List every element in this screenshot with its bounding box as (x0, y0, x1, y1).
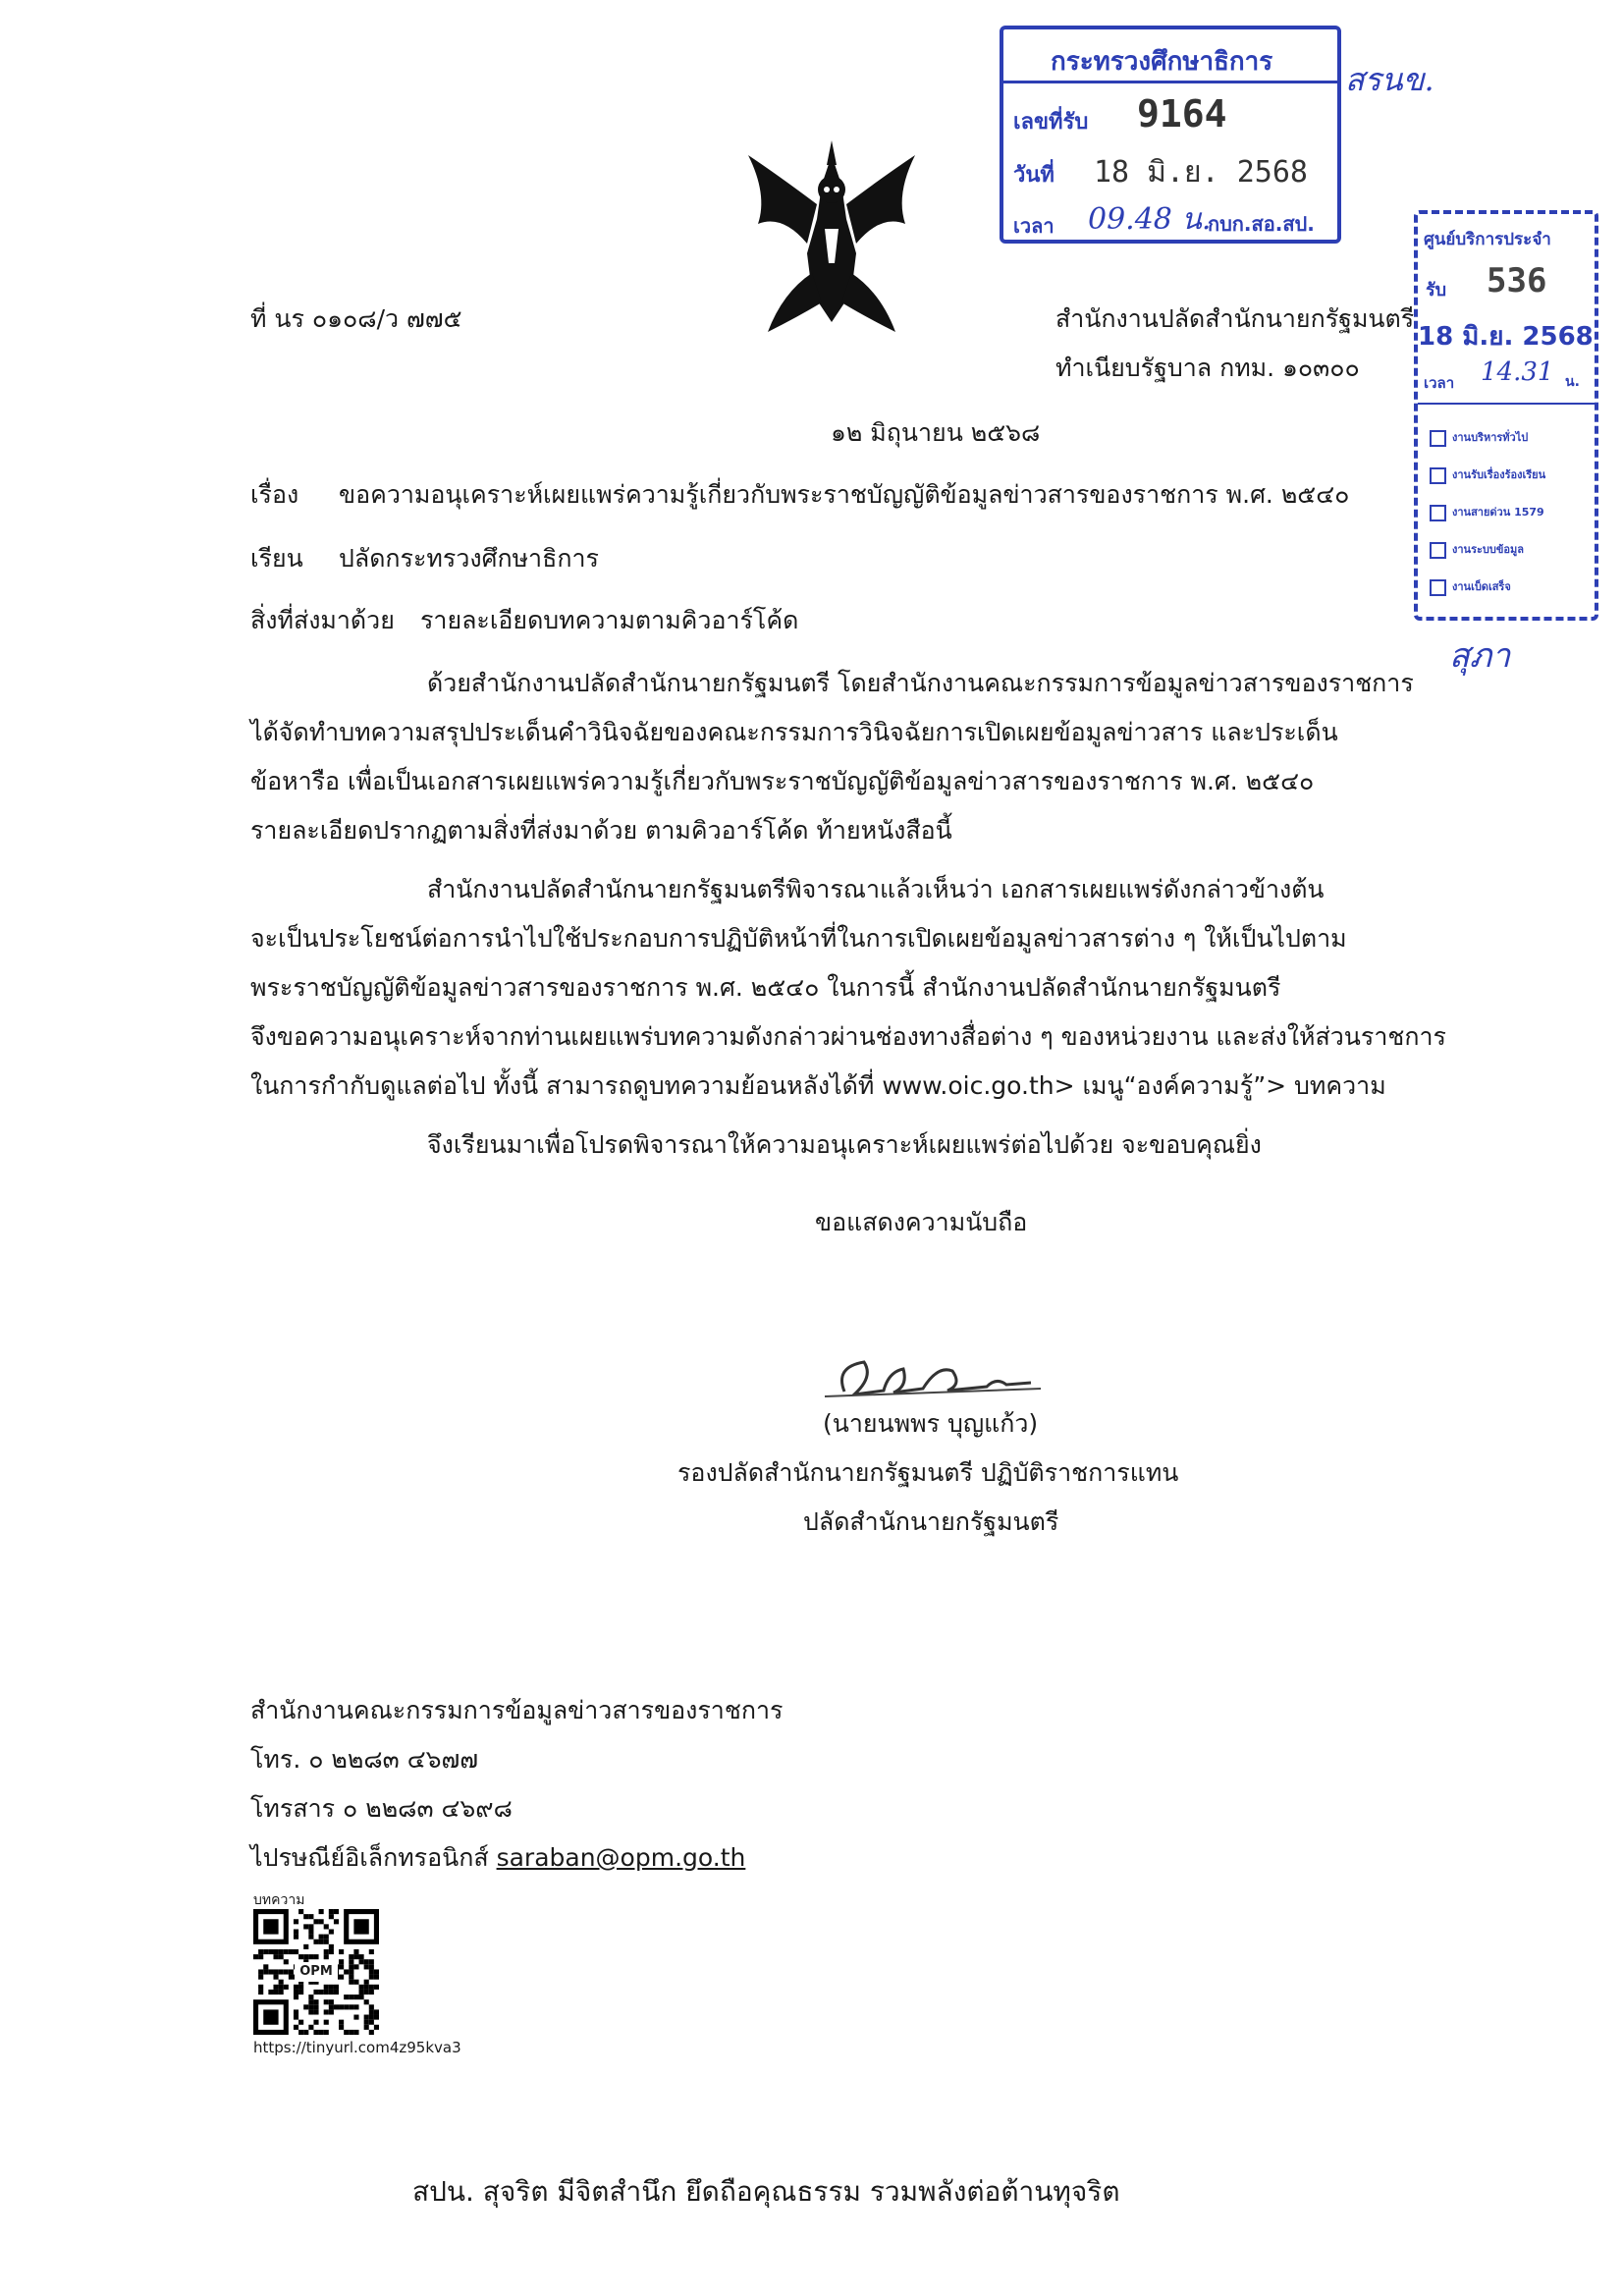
stamp-receive-number: 9164 (1137, 92, 1227, 136)
stamp-unit: กบก.สอ.สป. (1208, 212, 1315, 236)
body-line: จะเป็นประโยชน์ต่อการนำไปใช้ประกอบการปฏิบัติหน้าที่ในการเปิดเผยข้อมูลข่าวสารต่าง ๆ ให้เป็นไปตาม (250, 924, 1347, 953)
stamp-date-label: วันที่ (1013, 163, 1055, 188)
stamp-option: งานระบบข้อมูล (1430, 540, 1524, 559)
stamp-date: 18 มิ.ย. 2568 (1094, 155, 1308, 190)
enclosure-label: สิ่งที่ส่งมาด้วย (250, 606, 395, 634)
checkbox-icon (1430, 430, 1446, 447)
stamp-date: 18 มิ.ย. 2568 (1418, 322, 1594, 352)
recipient-text: ปลัดกระทรวงศึกษาธิการ (339, 544, 599, 573)
stamp-option: งานบริหารทั่วไป (1430, 428, 1528, 447)
garuda-emblem-icon (738, 136, 925, 342)
qr-code[interactable] (253, 1909, 379, 2035)
stamp-receive-label: รับ (1426, 280, 1447, 301)
stamp-title: กระทรวงศึกษาธิการ (1051, 47, 1273, 77)
body-paragraph-2 (250, 875, 1446, 1103)
stamp-option: งานสายด่วน 1579 (1430, 503, 1544, 521)
contact-email-row (250, 1845, 745, 1870)
checkbox-icon (1430, 505, 1446, 521)
contact-phone: โทร. ๐ ๒๒๘๓ ๔๖๗๗ (250, 1745, 479, 1774)
contact-email-label: ไปรษณีย์อิเล็กทรอนิกส์ (250, 1843, 489, 1872)
qr-center-text: OPM (295, 1962, 338, 1982)
sender-address: ทำเนียบรัฐบาล กทม. ๑๐๓๐๐ (1055, 354, 1360, 382)
subject-text: ขอความอนุเคราะห์เผยแพร่ความรู้เกี่ยวกับพระราชบัญญัติข้อมูลข่าวสารของราชการ พ.ศ. ๒๕๔๐ (339, 480, 1350, 509)
footer-slogan: สปน. สุจริต มีจิตสำนึก ยึดถือคุณธรรม รวมพลังต่อต้านทุจริต (412, 2175, 1120, 2208)
stamp-title: ศูนย์บริการประจำ (1424, 230, 1551, 249)
signer-name: (นายนพพร บุญแก้ว) (823, 1409, 1039, 1438)
recipient-label: เรียน (250, 544, 303, 573)
contact-fax: โทรสาร ๐ ๒๒๘๓ ๔๖๙๘ (250, 1794, 513, 1823)
ministry-receipt-stamp (1000, 26, 1341, 244)
stamp-time-label: เวลา (1013, 214, 1055, 238)
service-center-stamp (1414, 210, 1598, 621)
sender-office: สำนักงานปลัดสำนักนายกรัฐมนตรี (1055, 304, 1415, 333)
document-date: ๑๒ มิถุนายน ๒๕๖๘ (831, 418, 1041, 447)
stamp-option: งานเบ็ดเสร็จ (1430, 577, 1511, 596)
body-line: ในการกำกับดูแลต่อไป ทั้งนี้ สามารถดูบทความย้อนหลังได้ที่ www.oic.go.th> เมนู“องค์ความรู้”> บทความ (250, 1071, 1386, 1100)
stamp-time: 14.31 (1481, 357, 1554, 387)
qr-caption: บทความ (253, 1892, 305, 1908)
enclosure-text: รายละเอียดบทความตามคิวอาร์โค้ด (420, 606, 799, 634)
body-line: สำนักงานปลัดสำนักนายกรัฐมนตรีพิจารณาแล้วเห็นว่า เอกสารเผยแพร่ดังกล่าวข้างต้น (427, 875, 1325, 903)
body-paragraph-1 (250, 671, 1429, 847)
stamp-time: 09.48 น. (1088, 202, 1212, 237)
checkbox-icon (1430, 579, 1446, 596)
body-line: ได้จัดทำบทความสรุปประเด็นคำวินิจฉัยของคณะกรรมการวินิจฉัยการเปิดเผยข้อมูลข่าวสาร และประเด็น (250, 718, 1338, 746)
stamp-receive-number: 536 (1487, 261, 1547, 301)
body-line: รายละเอียดปรากฏตามสิ่งที่ส่งมาด้วย ตามคิวอาร์โค้ด ท้ายหนังสือนี้ (250, 816, 952, 845)
stamp-receive-label: เลขที่รับ (1013, 110, 1089, 135)
checkbox-icon (1430, 467, 1446, 484)
handwritten-initials: สุภา (1449, 636, 1511, 676)
stamp-option: งานรับเรื่องร้องเรียน (1430, 465, 1545, 484)
checkbox-icon (1430, 542, 1446, 559)
subject-label: เรื่อง (250, 480, 299, 509)
signer-title: ปลัดสำนักนายกรัฐมนตรี (803, 1507, 1059, 1536)
stamp-time-suffix: น. (1565, 374, 1580, 390)
contact-office: สำนักงานคณะกรรมการข้อมูลข่าวสารของราชการ (250, 1696, 784, 1724)
stamp-time-label: เวลา (1424, 374, 1455, 392)
signer-title: รองปลัดสำนักนายกรัฐมนตรี ปฏิบัติราชการแทน (677, 1458, 1179, 1487)
signature-icon (815, 1347, 1051, 1406)
body-line: จึงขอความอนุเคราะห์จากท่านเผยแพร่บทความดังกล่าวผ่านช่องทางสื่อต่าง ๆ ของหน่วยงาน และส่งให้ส่วนราชการ (250, 1022, 1446, 1051)
body-line: พระราชบัญญัติข้อมูลข่าวสารของราชการ พ.ศ. ๒๕๔๐ ในการนี้ สำนักงานปลัดสำนักนายกรัฐมนตรี (250, 973, 1281, 1002)
body-line: ข้อหารือ เพื่อเป็นเอกสารเผยแพร่ความรู้เกี่ยวกับพระราชบัญญัติข้อมูลข่าวสารของราชการ พ.ศ. ๒๕๔๐ (250, 767, 1315, 795)
body-line: ด้วยสำนักงานปลัดสำนักนายกรัฐมนตรี โดยสำนักงานคณะกรรมการข้อมูลข่าวสารของราชการ (427, 669, 1414, 697)
contact-email-link[interactable]: saraban@opm.go.th (496, 1843, 746, 1872)
handwritten-annotation: สรนข. (1345, 61, 1434, 98)
body-paragraph-3: จึงเรียนมาเพื่อโปรดพิจารณาให้ความอนุเคราะห์เผยแพร่ต่อไปด้วย จะขอบคุณยิ่ง (427, 1130, 1262, 1159)
qr-url[interactable]: https://tinyurl.com4z95kva3 (253, 2039, 461, 2056)
salutation: ขอแสดงความนับถือ (815, 1208, 1028, 1236)
document-number: ที่ นร ๐๑๐๘/ว ๗๗๕ (250, 304, 462, 333)
